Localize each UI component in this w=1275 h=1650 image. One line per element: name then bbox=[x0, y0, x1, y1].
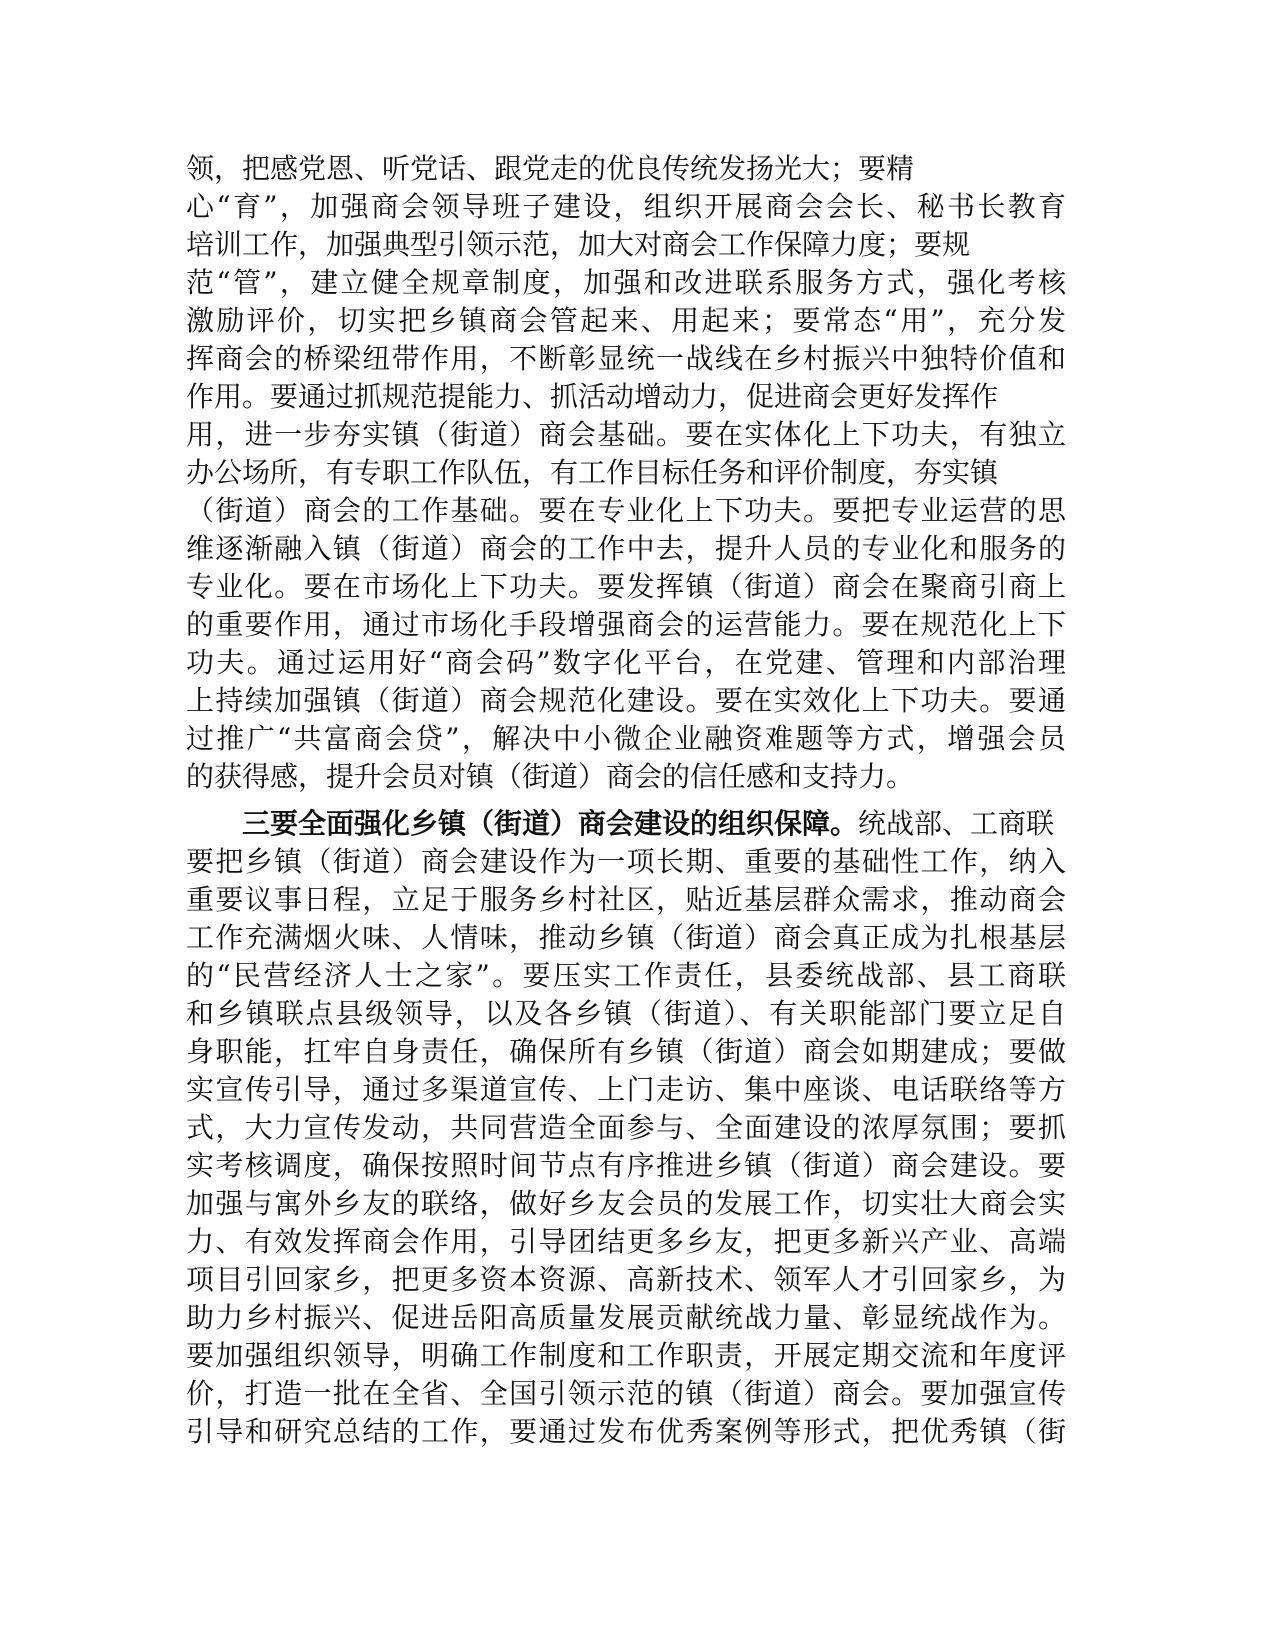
paragraph-line: 维逐渐融入镇（街道）商会的工作中去，提升人员的专业化和服务的 bbox=[186, 532, 1066, 565]
paragraph-line: 领，把感党恩、听党话、跟党走的优良传统发扬光大；要精 bbox=[186, 152, 915, 185]
paragraph-line: 重要议事日程，立足于服务乡村社区，贴近基层群众需求，推动商会 bbox=[186, 883, 1066, 916]
paragraph-line: 上持续加强镇（街道）商会规范化建设。要在实效化上下功夫。要通 bbox=[186, 684, 1066, 717]
paragraph-line: 范“管”，建立健全规章制度，加强和改进联系服务方式，强化考核 bbox=[186, 266, 1066, 299]
paragraph-line: 作用。要通过抓规范提能力、抓活动增动力，促进商会更好发挥作 bbox=[186, 380, 999, 413]
paragraph-line: 项目引回家乡，把更多资本资源、高新技术、领军人才引回家乡，为 bbox=[186, 1263, 1066, 1296]
heading-continuation: 统战部、工商联 bbox=[858, 807, 1055, 840]
paragraph-line: 和乡镇联点县级领导，以及各乡镇（街道）、有关职能部门要立足自 bbox=[186, 997, 1066, 1030]
paragraph-2 bbox=[186, 805, 1066, 1451]
paragraph-line: 培训工作，加强典型引领示范，加大对商会工作保障力度；要规 bbox=[186, 228, 971, 261]
paragraph-line: 身职能，扛牢自身责任，确保所有乡镇（街道）商会如期建成；要做 bbox=[186, 1035, 1066, 1068]
paragraph-line: 要加强组织领导，明确工作制度和工作职责，开展定期交流和年度评 bbox=[186, 1339, 1066, 1372]
paragraph-line: 挥商会的桥梁纽带作用，不断彰显统一战线在乡村振兴中独特价值和 bbox=[186, 342, 1066, 375]
paragraph-line: 力、有效发挥商会作用，引导团结更多乡友，把更多新兴产业、高端 bbox=[186, 1225, 1066, 1258]
paragraph-line: 助力乡村振兴、促进岳阳高质量发展贡献统战力量、彰显统战作为。 bbox=[186, 1301, 1066, 1334]
section-heading: 三要全面强化乡镇（街道）商会建设的组织保障。 bbox=[242, 807, 859, 840]
paragraph-line: （街道）商会的工作基础。要在专业化上下功夫。要把专业运营的思 bbox=[186, 494, 1066, 527]
paragraph-line: 激励评价，切实把乡镇商会管起来、用起来；要常态“用”，充分发 bbox=[186, 304, 1066, 337]
paragraph-line: 的获得感，提升会员对镇（街道）商会的信任感和支持力。 bbox=[186, 760, 915, 793]
paragraph-line: 的“民营经济人士之家”。要压实工作责任，县委统战部、县工商联 bbox=[186, 959, 1066, 992]
paragraph-line: 用，进一步夯实镇（街道）商会基础。要在实体化上下功夫，有独立 bbox=[186, 418, 1066, 451]
paragraph-line: 功夫。通过运用好“商会码”数字化平台，在党建、管理和内部治理 bbox=[186, 646, 1066, 679]
paragraph-line: 工作充满烟火味、人情味，推动乡镇（街道）商会真正成为扎根基层 bbox=[186, 921, 1066, 954]
paragraph-line: 办公场所，有专职工作队伍，有工作目标任务和评价制度，夯实镇 bbox=[186, 456, 999, 489]
paragraph-line: 实宣传引导，通过多渠道宣传、上门走访、集中座谈、电话联络等方 bbox=[186, 1073, 1066, 1106]
paragraph-line: 的重要作用，通过市场化手段增强商会的运营能力。要在规范化上下 bbox=[186, 608, 1066, 641]
paragraph-line: 式，大力宣传发动，共同营造全面参与、全面建设的浓厚氛围；要抓 bbox=[186, 1111, 1066, 1144]
paragraph-line: 价，打造一批在全省、全国引领示范的镇（街道）商会。要加强宣传 bbox=[186, 1377, 1066, 1410]
paragraph-first-line bbox=[186, 805, 1066, 843]
paragraph-line: 引导和研究总结的工作，要通过发布优秀案例等形式，把优秀镇（街 bbox=[186, 1415, 1066, 1448]
paragraph-line: 实考核调度，确保按照时间节点有序推进乡镇（街道）商会建设。要 bbox=[186, 1149, 1066, 1182]
paragraph-1 bbox=[186, 150, 1066, 796]
paragraph-line: 过推广“共富商会贷”，解决中小微企业融资难题等方式，增强会员 bbox=[186, 722, 1066, 755]
paragraph-line: 心“育”，加强商会领导班子建设，组织开展商会会长、秘书长教育 bbox=[186, 190, 1066, 223]
paragraph-line: 加强与寓外乡友的联络，做好乡友会员的发展工作，切实壮大商会实 bbox=[186, 1187, 1066, 1220]
paragraph-line: 要把乡镇（街道）商会建设作为一项长期、重要的基础性工作，纳入 bbox=[186, 845, 1066, 878]
paragraph-line: 专业化。要在市场化上下功夫。要发挥镇（街道）商会在聚商引商上 bbox=[186, 570, 1066, 603]
